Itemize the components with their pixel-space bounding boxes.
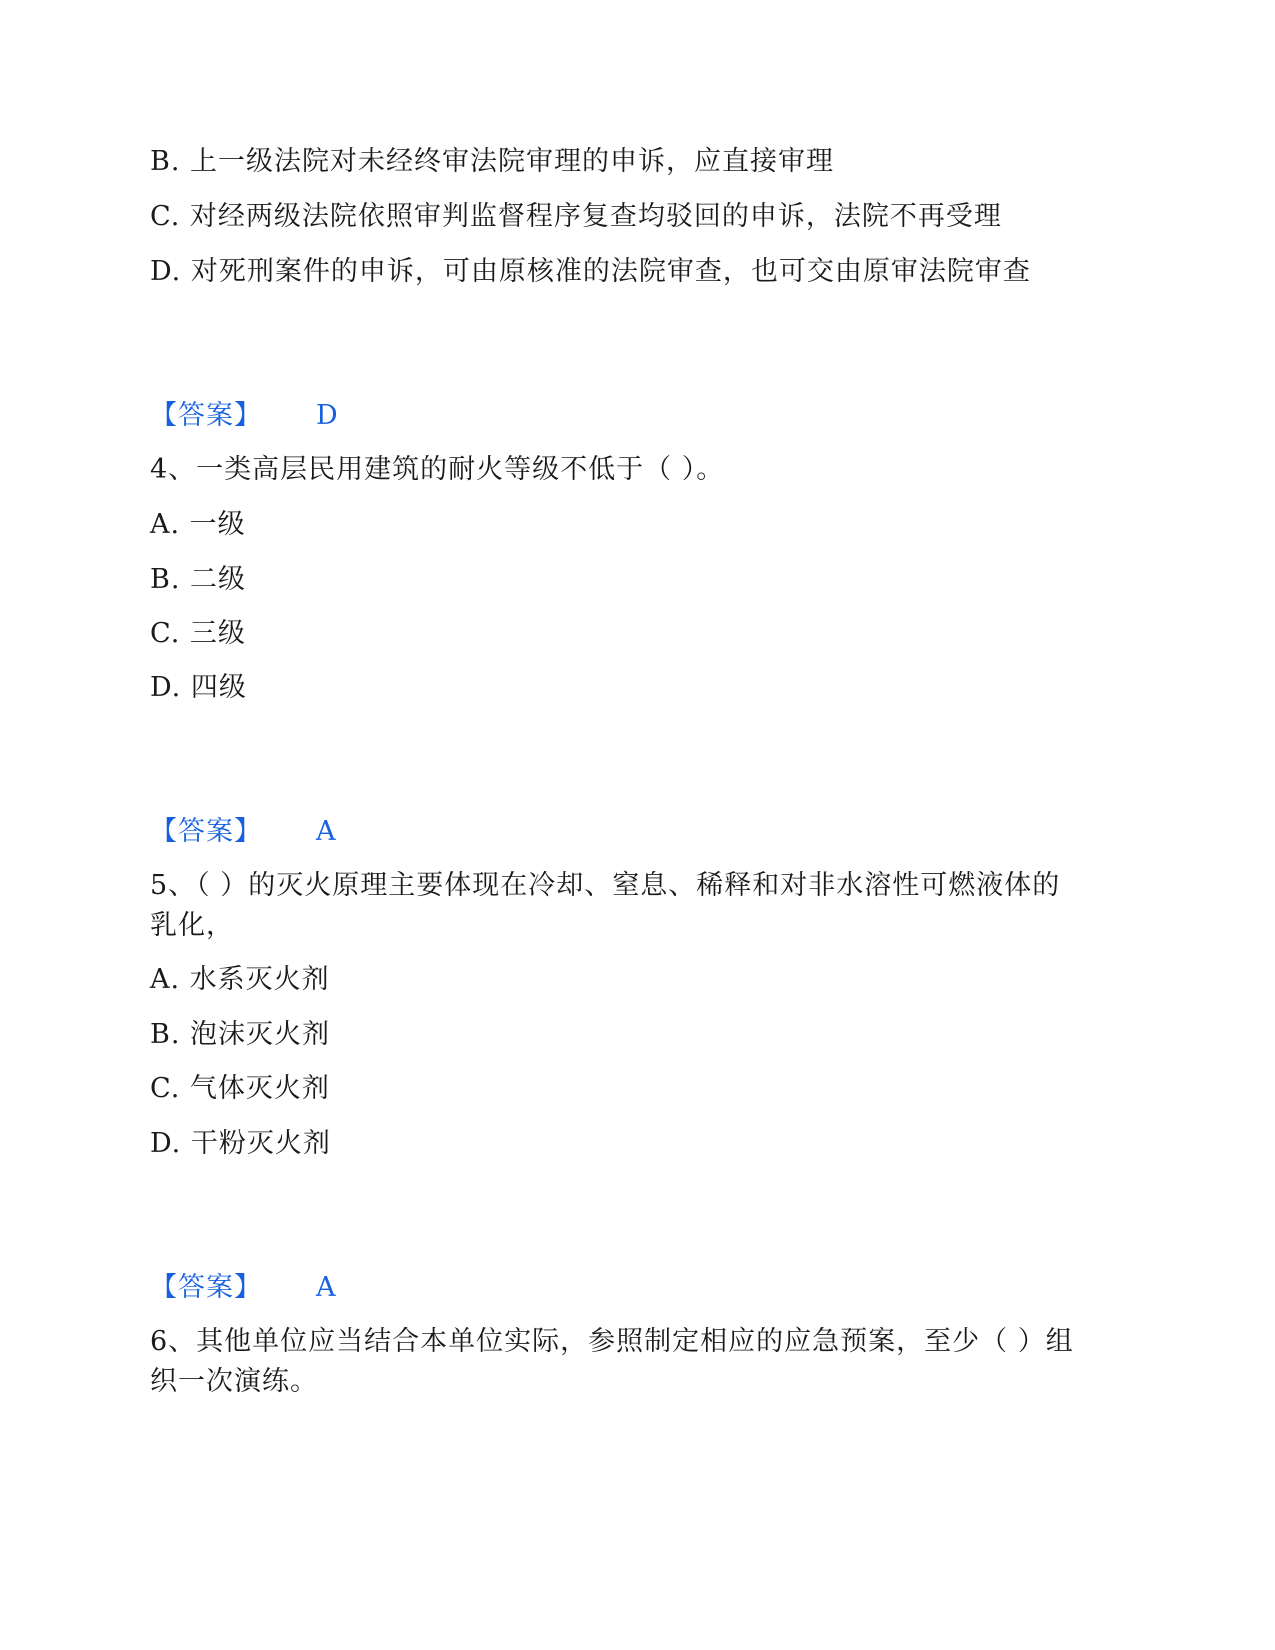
- q3-option-c: C. 对经两级法院依照审判监督程序复查均驳回的申诉，法院不再受理: [150, 201, 1002, 232]
- q5-stem-line-1: 5、（ ）的灭火原理主要体现在冷却、窒息、稀释和对非水溶性可燃液体的: [150, 870, 1061, 901]
- q3-option-d: D. 对死刑案件的申诉，可由原核准的法院审查，也可交由原审法院审查: [150, 256, 1031, 287]
- q5-stem-line-2: 乳化，: [150, 910, 234, 941]
- q5-answer-value: A: [316, 1272, 337, 1303]
- q4-option-c: C. 三级: [150, 618, 246, 649]
- q5-option-d: D. 干粉灭火剂: [150, 1128, 331, 1159]
- q4-answer-label: 【答案】: [150, 816, 262, 847]
- q4-answer-value: A: [316, 816, 337, 847]
- q6-stem-line-2: 织一次演练。: [150, 1366, 318, 1397]
- q5-option-c: C. 气体灭火剂: [150, 1073, 330, 1104]
- q4-option-b: B. 二级: [150, 564, 247, 595]
- q3-answer-value: D: [316, 400, 339, 431]
- q4-option-a: A. 一级: [150, 509, 246, 540]
- q4-option-d: D. 四级: [150, 672, 247, 703]
- q5-option-a: A. 水系灭火剂: [150, 964, 330, 995]
- q3-answer-label: 【答案】: [150, 400, 262, 431]
- q3-answer-row: [150, 396, 339, 436]
- q4-answer-row: [150, 812, 337, 852]
- q4-stem: 4、一类高层民用建筑的耐火等级不低于（ ）。: [150, 454, 725, 485]
- q6-stem-line-1: 6、其他单位应当结合本单位实际，参照制定相应的应急预案，至少（ ）组: [150, 1326, 1074, 1357]
- q5-answer-label: 【答案】: [150, 1272, 262, 1303]
- q3-option-b: B. 上一级法院对未经终审法院审理的申诉，应直接审理: [150, 146, 835, 177]
- q5-option-b: B. 泡沫灭火剂: [150, 1019, 331, 1050]
- q5-answer-row: [150, 1268, 337, 1308]
